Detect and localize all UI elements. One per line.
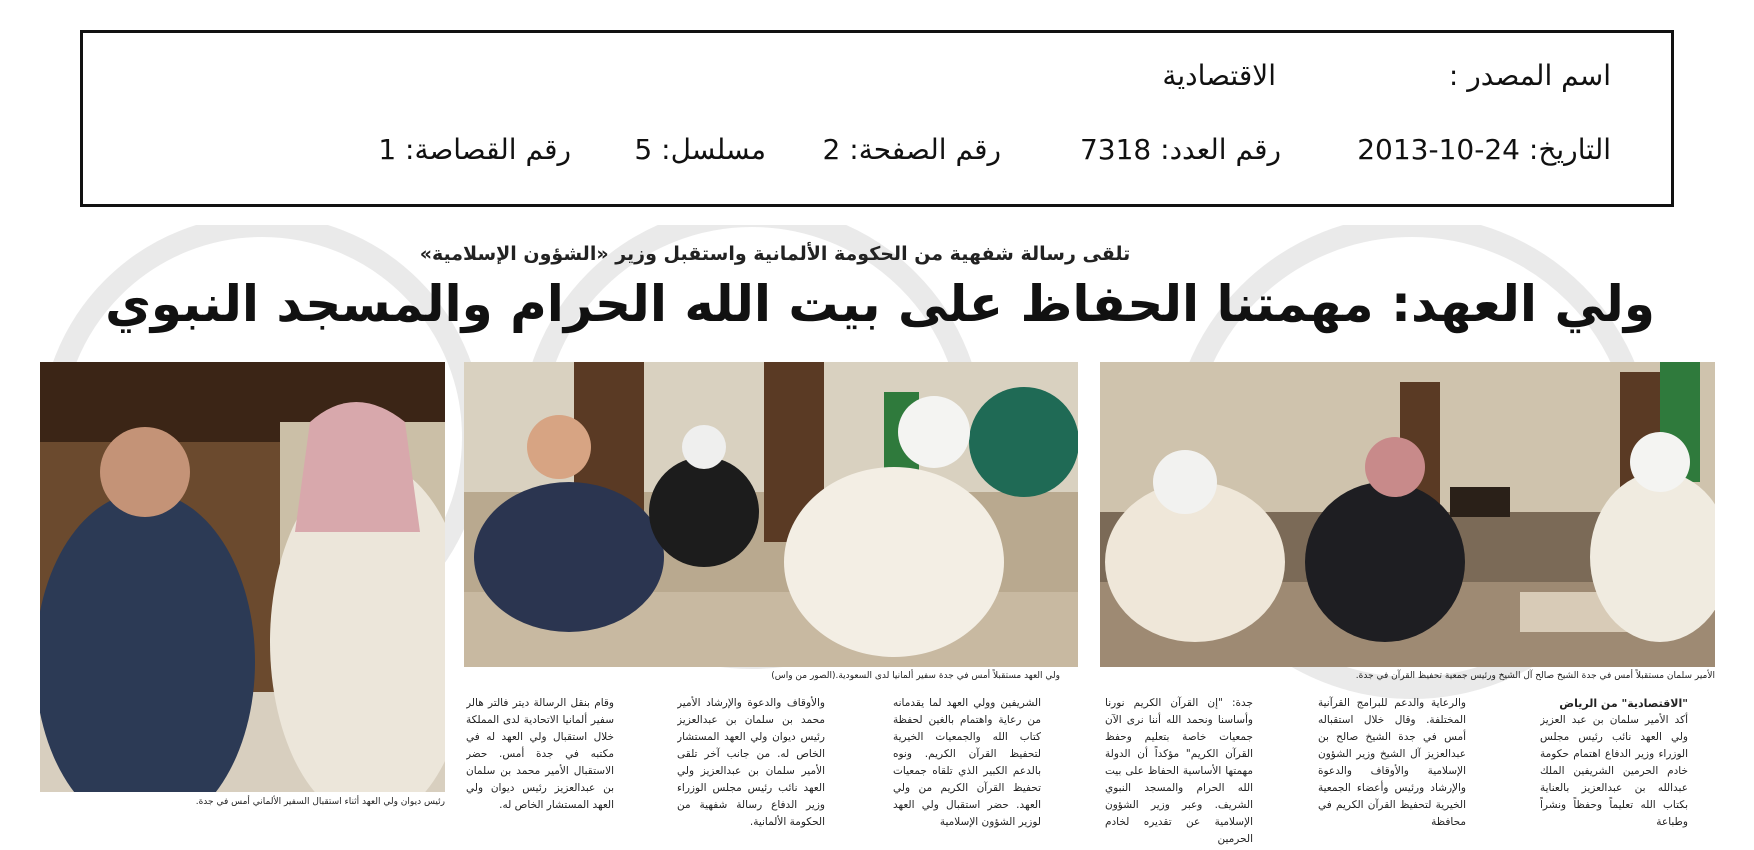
caption-middle-photo: ولي العهد مستقبلاً أمس في جدة سفير ألمانيا لدى السعودية.(الصور من واس) <box>771 671 1060 681</box>
issue-number: رقم العدد: 7318 <box>1079 133 1281 166</box>
source-info-box <box>80 30 1674 207</box>
photo-crown-prince-ambassador <box>464 362 1078 667</box>
caption-left-photo: رئيس ديوان ولي العهد أثناء استقبال السفير الألماني أمس في جدة. <box>195 797 445 807</box>
date-field: التاريخ: 24-10-2013 <box>1357 133 1611 166</box>
article-column-5 <box>677 695 825 845</box>
column-text: والأوقاف والدعوة والإرشاد الأمير محمد بن سلمان بن عبدالعزيز رئيس ديوان ولي العهد المستشار الخاص له. من جانب آخر تلقى الأمير سلمان بن عبدالعزيز ولي العهد نائب رئيس مجلس الوزراء وزير الدفاع رسالة شفهية من الحكومة الألمانية. <box>677 697 825 828</box>
column-text: أكد الأمير سلمان بن عبد العزيز ولي العهد نائب رئيس مجلس الوزراء وزير الدفاع اهتمام حكومة خادم الحرمين الشريفين الملك عبدالله بن عبدالعزيز بالعناية بكتاب الله تعليماً وحفظاً ونشراً وطباعة <box>1540 714 1688 828</box>
article-column-3 <box>1105 695 1253 845</box>
column-text: وقام بنقل الرسالة ديتر فالتر هالر سفير ألمانيا الاتحادية لدى المملكة خلال استقبال ولي العهد له في مكتبه في جدة أمس. حضر الاستقبال الأمير محمد بن سلمان بن عبدالعزيز رئيس ديوان ولي العهد المستشار الخاص له. <box>466 697 614 811</box>
article-column-4 <box>893 695 1041 845</box>
article-kicker: تلقى رسالة شفهية من الحكومة الألمانية واستقبل وزير «الشؤون الإسلامية» <box>419 243 1131 265</box>
photo-prince-sheikh-meeting <box>1100 362 1715 667</box>
newspaper-clipping <box>0 225 1754 850</box>
column-dateline: "الاقتصادية" من الرياض <box>1559 697 1688 710</box>
page-number: رقم الصفحة: 2 <box>822 133 1001 166</box>
clip-number: رقم القصاصة: 1 <box>378 133 571 166</box>
column-text: الشريفين وولي العهد لما يقدمانه من رعاية واهتمام بالغين لحفظة كتاب الله والجمعيات الخيرية لتحفيظ القرآن الكريم. ونوه بالدعم الكبير الذي تلقاه جمعيات تحفيظ القرآن الكريم من ولي العهد. حضر استقبال ولي العهد لوزير الشؤون الإسلامية <box>893 697 1041 828</box>
serial-number: مسلسل: 5 <box>634 133 766 166</box>
article-column-2 <box>1318 695 1466 845</box>
photo-office-chief-ambassador <box>40 362 445 792</box>
source-value: الاقتصادية <box>1162 59 1276 92</box>
article-column-6 <box>466 695 614 845</box>
source-label: اسم المصدر : <box>1448 59 1611 92</box>
caption-right-photo: الأمير سلمان مستقبلاً أمس في جدة الشيخ صالح آل الشيخ ورئيس جمعية تحفيظ القرآن في جدة. <box>1355 671 1715 681</box>
article-headline: ولي العهد: مهمتنا الحفاظ على بيت الله الحرام والمسجد النبوي <box>105 275 1655 333</box>
column-text: والرعاية والدعم للبرامج القرآنية المختلفة. وقال خلال استقباله أمس في جدة الشيخ صالح بن عبدالعزيز آل الشيخ وزير الشؤون الإسلامية والأوقاف والدعوة والإرشاد ورئيس وأعضاء الجمعية الخيرية لتحفيظ القرآن الكريم في محافظة <box>1318 697 1466 828</box>
article-column-1 <box>1540 695 1688 845</box>
column-text: جدة: "إن القرآن الكريم نورنا وأساسنا ونحمد الله أننا نرى الآن جمعيات خاصة بتعليم وحفظ القرآن الكريم" مؤكداً أن الدولة مهمتها الأساسية الحفاظ على بيت الله الحرام والمسجد النبوي الشريف. وعبر وزير الشؤون الإسلامية عن تقديره لخادم الحرمين <box>1105 697 1253 845</box>
